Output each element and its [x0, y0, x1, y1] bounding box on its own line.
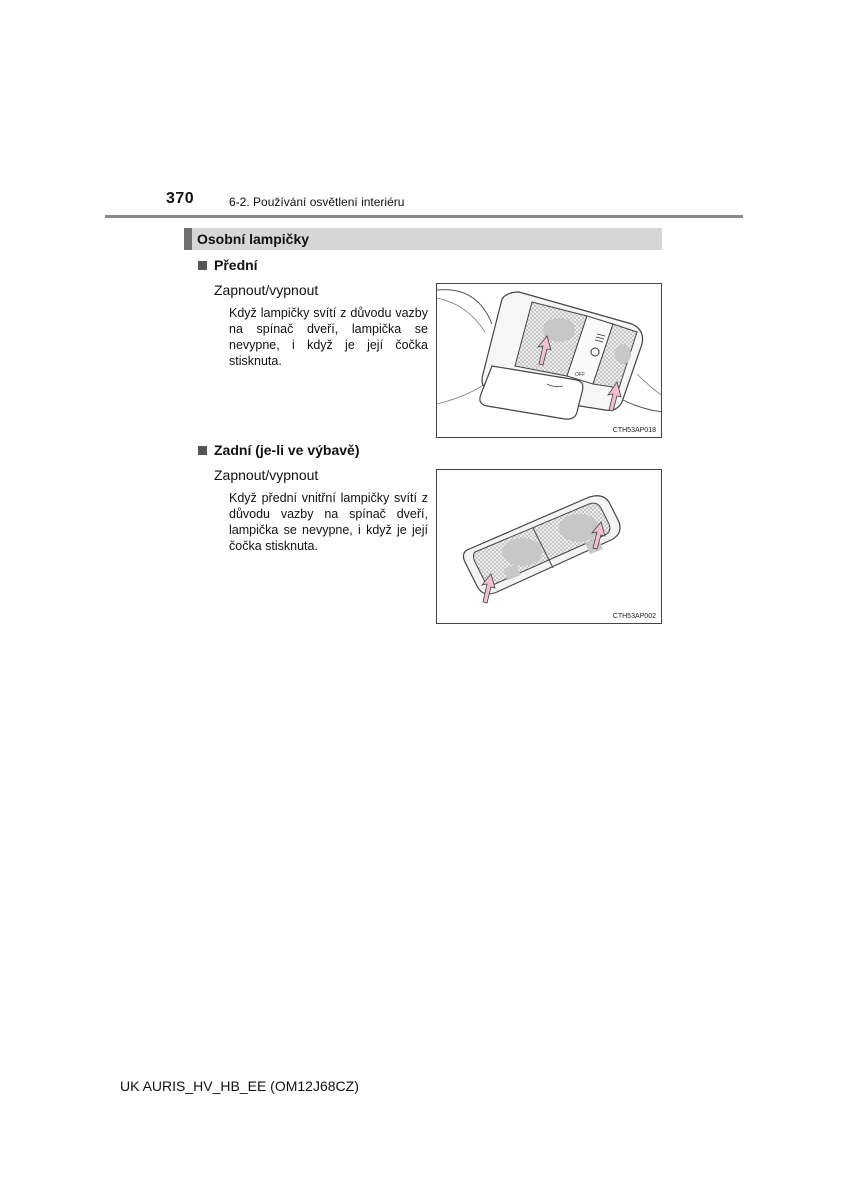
rear-heading-label: Zadní (je-li ve výbavě) [214, 442, 360, 458]
page-number: 370 [166, 190, 195, 207]
front-description: Když lampičky svítí z důvodu vazby na spínač dveří, lampička se nevypne, i když je její čočka stisknuta. [229, 306, 428, 368]
square-bullet-icon [198, 446, 207, 455]
square-bullet-icon [198, 261, 207, 270]
off-label: OFF [575, 372, 585, 378]
figure-code: CTH53AP002 [612, 613, 656, 620]
rear-lamp-illustration [436, 469, 662, 624]
header-rule [105, 215, 743, 218]
rear-heading [198, 442, 360, 458]
footer-document-code: UK AURIS_HV_HB_EE (OM12J68CZ) [120, 1078, 359, 1094]
front-subheading: Zapnout/vypnout [214, 282, 319, 298]
figure-code: CTH53AP018 [612, 427, 656, 434]
front-heading [198, 257, 258, 273]
section-heading: Osobní lampičky [184, 228, 662, 250]
rear-subheading: Zapnout/vypnout [214, 467, 319, 483]
section-path: 6-2. Používání osvětlení interiéru [229, 195, 405, 209]
front-lamp-illustration [436, 283, 662, 438]
rear-description: Když přední vnitřní lampičky svítí z důvodu vazby na spínač dveří, lampička se nevypne, i když je její čočka stisknuta. [229, 491, 428, 553]
front-heading-label: Přední [214, 257, 258, 273]
